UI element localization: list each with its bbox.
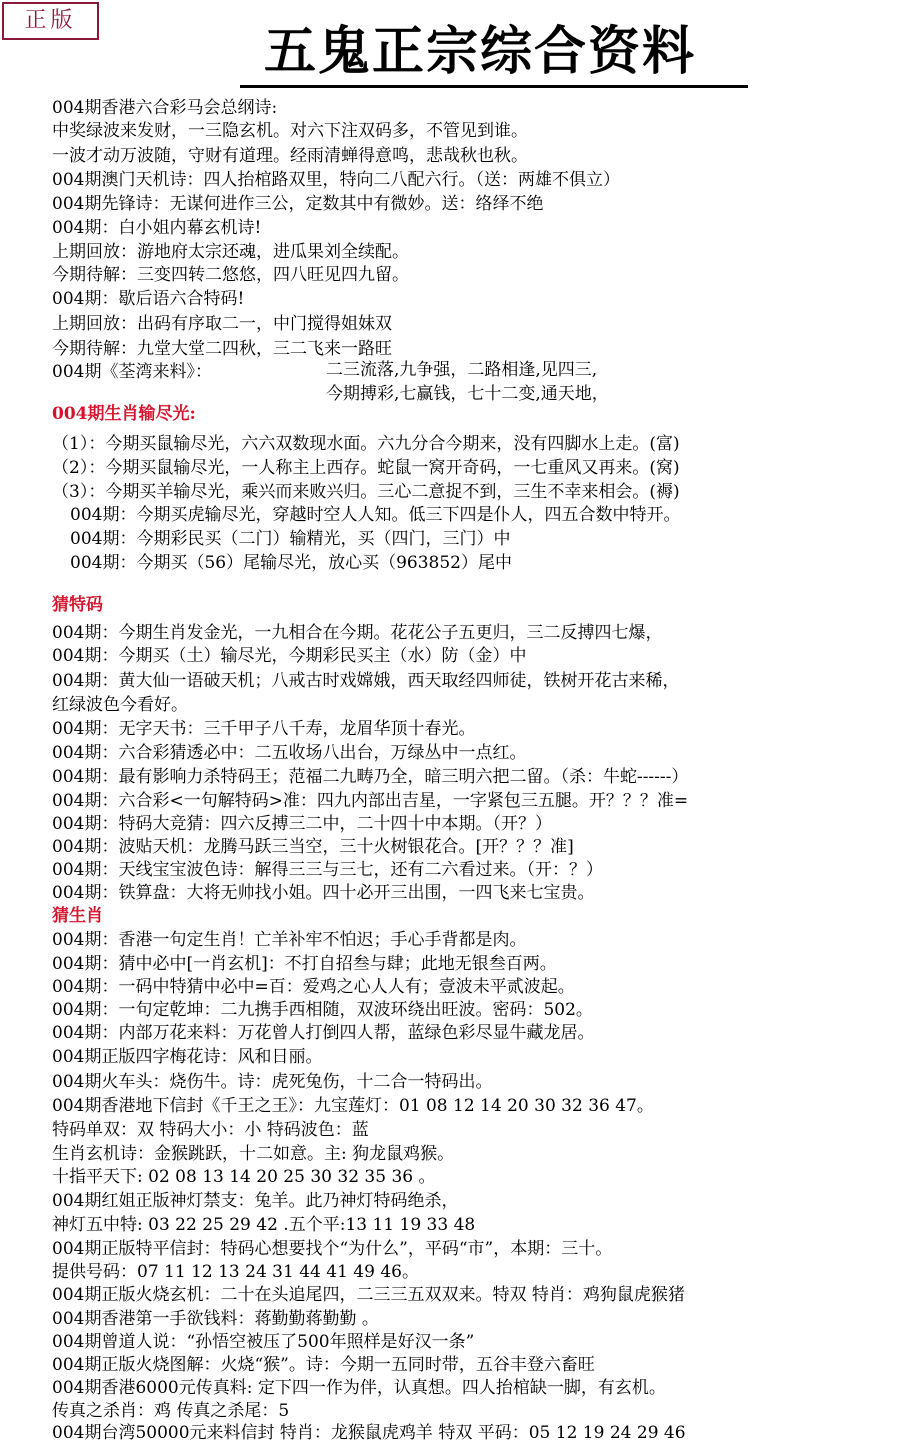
text-line: 004期：一句定乾坤：二九携手西相随，双波环绕出旺波。密码：502。 bbox=[52, 1000, 593, 1020]
text-line: （1）：今期买鼠输尽光，六六双数现水面。六九分合今期来，没有四脚水上走。(富) bbox=[52, 434, 680, 454]
text-line: 提供号码：07 11 12 13 24 31 44 41 49 46。 bbox=[52, 1262, 419, 1282]
text-line: 十指平天下: 02 08 13 14 20 25 30 32 35 36 。 bbox=[52, 1167, 436, 1187]
section-heading: 004期生肖输尽光: bbox=[52, 404, 196, 424]
text-line: 004期：六合彩猜透必中：二五收场八出台，万绿丛中一点红。 bbox=[52, 743, 527, 763]
text-line: 004期：今期买（56）尾输尽光，放心买（963852）尾中 bbox=[70, 553, 512, 573]
text-line: 004期：歇后语六合特码! bbox=[52, 289, 245, 309]
text-line: 004期：内部万花来料：万花曾人打倒四人帮，蓝绿色彩尽显牛藏龙居。 bbox=[52, 1023, 595, 1043]
text-line: 004期：今期生肖发金光，一九相合在今期。花花公子五更归，三二反搏四七爆， bbox=[52, 623, 663, 643]
page-title: 五鬼正宗综合资料 bbox=[263, 21, 696, 82]
text-line: 004期正版特平信封：特码心想要找个“为什么”，平码“市”，本期：三十。 bbox=[52, 1239, 613, 1259]
text-line: 红绿波色今看好。 bbox=[52, 695, 188, 715]
text-line: 今期搏彩,七赢钱，七十二变,通天地， bbox=[326, 384, 609, 404]
text-line: 004期：黄大仙一语破天机；八戒古时戏嫦娥，西天取经四师徒，铁树开花古来稀， bbox=[52, 671, 680, 691]
text-line: （3）：今期买羊输尽光，乘兴而来败兴归。三心二意捉不到，三生不幸来相会。(褥) bbox=[52, 482, 680, 502]
text-line: 上期回放：游地府太宗还魂，进瓜果刘全续配。 bbox=[52, 242, 409, 262]
text-line: 004期：香港一句定生肖！亡羊补牢不怕迟；手心手背都是肉。 bbox=[52, 930, 527, 950]
text-line: 004期香港6000元传真料: 定下四一作为伴，认真想。四人抬棺缺一脚，有玄机。 bbox=[52, 1378, 666, 1398]
text-line: 二三流落,九争强，二路相逢,见四三, bbox=[326, 360, 598, 380]
text-line: 中奖绿波来发财，一三隐玄机。对六下注双码多，不管见到谁。 bbox=[52, 121, 528, 141]
text-line: 004期火车头：烧伤牛。诗：虎死兔伤，十二合一特码出。 bbox=[52, 1072, 493, 1092]
text-line: 004期：白小姐内幕玄机诗! bbox=[52, 218, 262, 238]
section-heading: 猜生肖 bbox=[52, 906, 103, 926]
text-line: 一波才动万波随，守财有道理。经雨清蝉得意鸣，悲哉秋也秋。 bbox=[52, 146, 528, 166]
text-line: 004期红姐正版神灯禁支：兔羊。此乃神灯特码绝杀， bbox=[52, 1191, 459, 1211]
text-line: 004期正版火烧玄机：二十在头追尾四，二三三五双双来。特双 特肖：鸡狗鼠虎猴猪 bbox=[52, 1285, 685, 1305]
text-line: 004期曾道人说：“孙悟空被压了500年照样是好汉一条” bbox=[52, 1332, 475, 1352]
text-line: 004期《荃湾来料》： bbox=[52, 362, 212, 382]
text-line: 004期正版四字梅花诗：风和日丽。 bbox=[52, 1047, 323, 1067]
text-line: 004期香港六合彩马会总纲诗: bbox=[52, 98, 278, 118]
text-line: 生肖玄机诗：金猴跳跃，十二如意。主: 狗龙鼠鸡猴。 bbox=[52, 1144, 455, 1164]
text-line: 004期：猜中必中[一肖玄机]：不打自招叁与肆；此地无银叁百两。 bbox=[52, 954, 557, 974]
section-heading: 猜特码 bbox=[52, 595, 103, 615]
text-line: 004期先锋诗：无谋何进作三公，定数其中有微妙。送：络绎不绝 bbox=[52, 194, 544, 214]
text-line: 004期：铁算盘：大将无帅找小姐。四十必开三出围，一四飞来七宝贵。 bbox=[52, 883, 595, 903]
text-line: 004期：波贴天机：龙腾马跃三当空，三十火树银花合。[开？？？准] bbox=[52, 837, 574, 857]
edition-badge: 正版 bbox=[2, 2, 99, 40]
text-line: 004期：无字天书：三千甲子八千寿，龙眉华顶十春光。 bbox=[52, 719, 476, 739]
text-line: 004期：今期买虎输尽光，穿越时空人人知。低三下四是仆人，四五合数中特开。 bbox=[70, 505, 681, 525]
text-line: 004期：今期彩民买（二门）输精光，买（四门，三门）中 bbox=[70, 529, 511, 549]
text-line: 今期待解：九堂大堂二四秋，三二飞来一路旺 bbox=[52, 339, 392, 359]
text-line: 传真之杀肖：鸡 传真之杀尾：5 bbox=[52, 1401, 290, 1421]
text-line: 004期香港第一手欲钱料：蒋勤勤蒋勤勤 。 bbox=[52, 1309, 379, 1329]
text-line: 特码单双：双 特码大小：小 特码波色：蓝 bbox=[52, 1120, 369, 1140]
text-line: 今期待解：三变四转二悠悠，四八旺见四九留。 bbox=[52, 265, 409, 285]
title-underline bbox=[240, 85, 748, 88]
text-line: 004期：一码中特猜中必中=百：爱鸡之心人人有；壹波未平贰波起。 bbox=[52, 977, 575, 997]
text-line: 004期：今期买（土）输尽光，今期彩民买主（水）防（金）中 bbox=[52, 646, 527, 666]
text-line: 神灯五中特: 03 22 25 29 42 .五个平:13 11 19 33 48 bbox=[52, 1215, 476, 1235]
text-line: 004期正版火烧图解：火烧“猴”。诗：今期一五同时带，五谷丰登六畜旺 bbox=[52, 1355, 595, 1375]
text-line: 上期回放：出码有序取二一，中门搅得姐妹双 bbox=[52, 314, 392, 334]
text-line: 004期台湾50000元来料信封 特肖：龙猴鼠虎鸡羊 特双 平码：05 12 19 24 29 46 bbox=[52, 1423, 686, 1443]
text-line: 004期：六合彩<一句解特码>准：四九内部出吉星，一字紧包三五腿。开？？？准= bbox=[52, 791, 689, 811]
text-line: 004期香港地下信封《千王之王》：九宝莲灯：01 08 12 14 20 30 32 36 47。 bbox=[52, 1096, 654, 1116]
text-line: 004期澳门天机诗：四人抬棺路双里，特向二八配六行。（送：两雄不俱立） bbox=[52, 170, 620, 190]
text-line: 004期：最有影响力杀特码王；范福二九畴乃全，暗三明六把二留。（杀：牛蛇------） bbox=[52, 767, 689, 787]
text-line: 004期：天线宝宝波色诗：解得三三与三七，还有二六看过来。（开：？） bbox=[52, 860, 603, 880]
text-line: （2）：今期买鼠输尽光，一人称主上西存。蛇鼠一窝开奇码，一七重风又再来。(窝) bbox=[52, 458, 680, 478]
text-line: 004期：特码大竞猜：四六反搏三二中，二十四十中本期。（开？） bbox=[52, 814, 552, 834]
